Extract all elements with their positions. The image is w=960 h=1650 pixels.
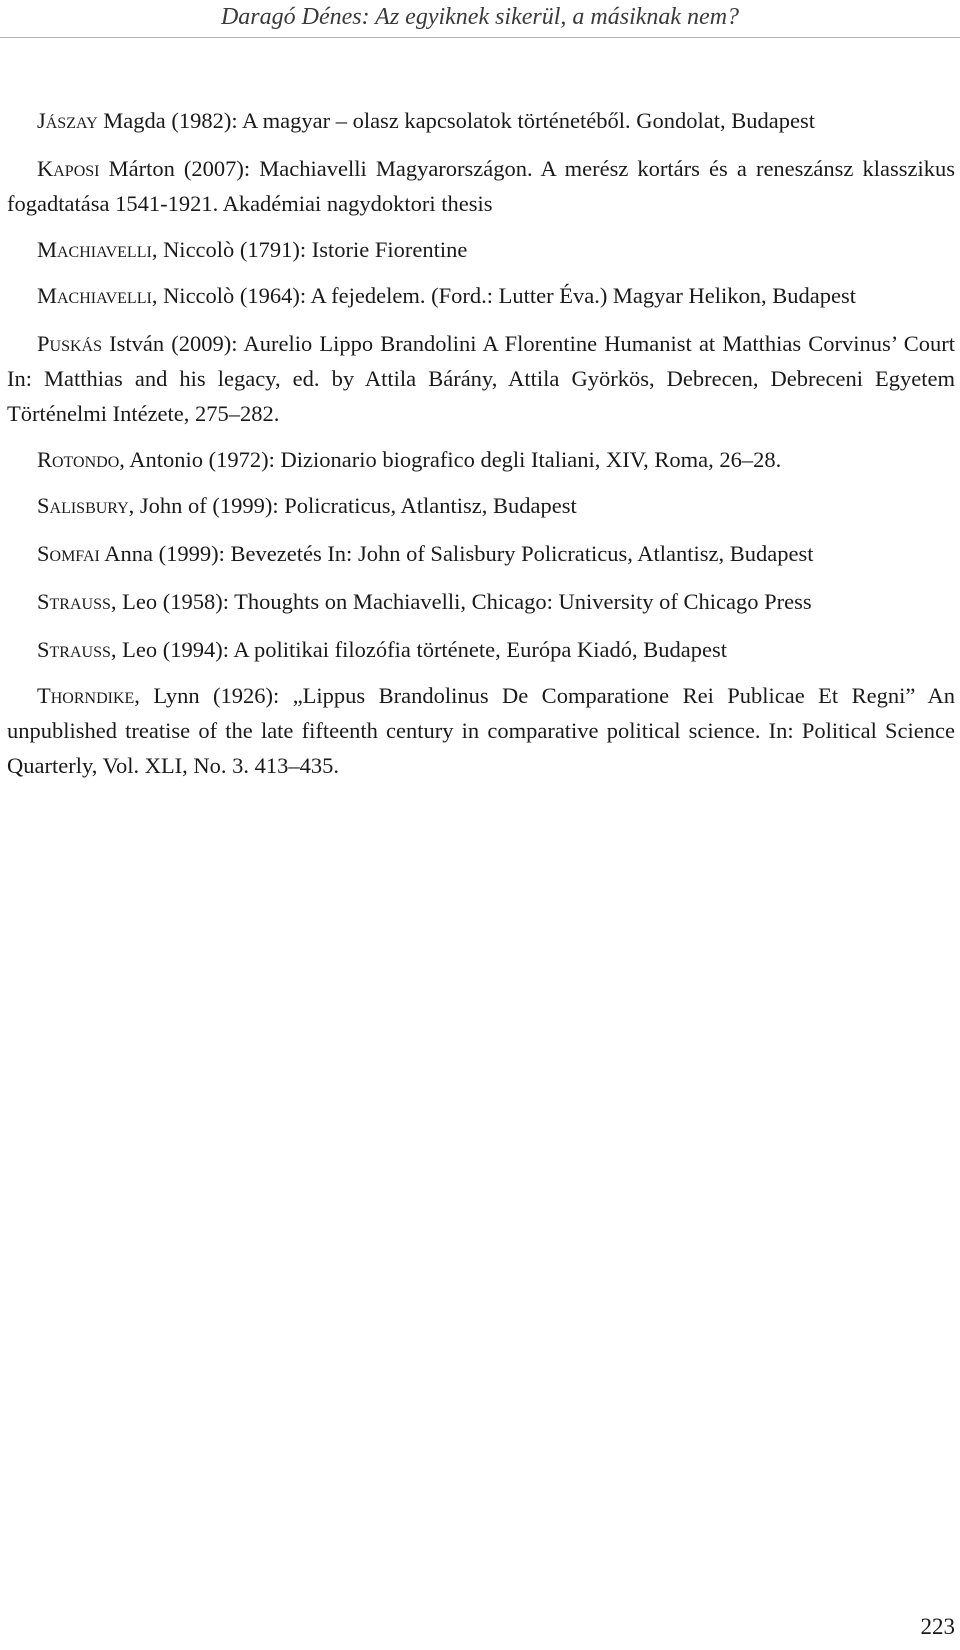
reference-item	[7, 536, 955, 571]
reference-details: István (2009): Aurelio Lippo Brandolini A Florentine Humanist at Matthias Corvinus’ Court In: Matthias and his legacy, ed. by Attila Bárány, Attila Györkös, Debrecen, Debreceni Egyetem Történelmi Intézete, 275–282.	[7, 331, 955, 426]
reference-details: Magda (1982): A magyar – olasz kapcsolatok történetéből. Gondolat, Budapest	[97, 108, 815, 133]
reference-item	[7, 488, 955, 523]
reference-item	[7, 678, 955, 783]
reference-author: Rotondo	[37, 447, 120, 472]
page-number: 223	[920, 1614, 955, 1639]
running-title: Daragó Dénes: Az egyiknek sikerül, a másiknak nem?	[220, 4, 740, 30]
reference-details: , Niccolò (1964): A fejedelem. (Ford.: Lutter Éva.) Magyar Helikon, Budapest	[151, 283, 857, 308]
reference-author: Somfai	[37, 541, 100, 566]
reference-details: , Leo (1994): A politikai filozófia története, Európa Kiadó, Budapest	[110, 637, 727, 662]
reference-author: Strauss	[37, 637, 111, 662]
reference-author: Thorndike	[37, 683, 135, 708]
reference-details: , John of (1999): Policraticus, Atlantisz, Budapest	[128, 493, 577, 518]
reference-details: Márton (2007): Machiavelli Magyarországon. A merész kortárs és a reneszánsz klasszikus fogadtatása 1541-1921. Akadémiai nagydoktori thesis	[7, 156, 955, 216]
reference-author: Machiavelli	[37, 283, 152, 308]
reference-author: Puskás	[37, 331, 102, 356]
reference-item	[7, 632, 955, 667]
running-header	[0, 0, 960, 38]
reference-author: Strauss	[37, 589, 111, 614]
reference-author: Salisbury	[37, 493, 129, 518]
reference-author: Jászay	[37, 108, 98, 133]
reference-details: , Lynn (1926): „Lippus Brandolinus De Comparatione Rei Publicae Et Regni” An unpublished treatise of the late fifteenth century in comparative political science. In: Political Science Quarterly, Vol. XLI, No. 3. 413–435.	[7, 683, 955, 778]
reference-details: , Antonio (1972): Dizionario biografico degli Italiani, XIV, Roma, 26–28.	[119, 447, 782, 472]
reference-details: , Leo (1958): Thoughts on Machiavelli, Chicago: University of Chicago Press	[110, 589, 812, 614]
reference-item	[7, 232, 955, 267]
reference-item	[7, 326, 955, 431]
reference-item	[7, 442, 955, 477]
reference-details: , Niccolò (1791): Istorie Fiorentine	[151, 237, 468, 262]
reference-details: Anna (1999): Bevezetés In: John of Salisbury Policraticus, Atlantisz, Budapest	[99, 541, 814, 566]
reference-item	[7, 278, 955, 313]
reference-author: Kaposi	[37, 156, 100, 181]
reference-author: Machiavelli	[37, 237, 152, 262]
reference-item	[7, 103, 955, 138]
reference-list	[7, 103, 955, 796]
reference-item	[7, 151, 955, 221]
reference-item	[7, 584, 955, 619]
